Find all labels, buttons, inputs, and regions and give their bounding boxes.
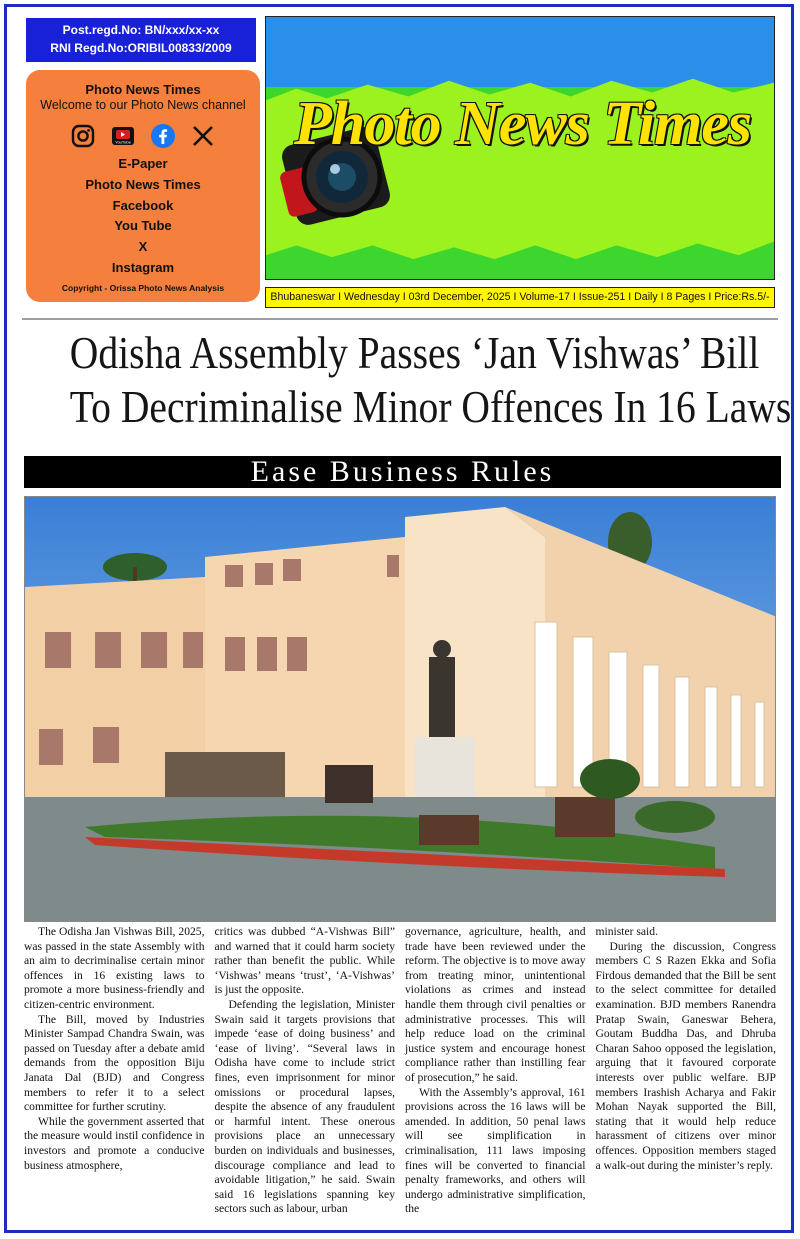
instagram-icon[interactable] xyxy=(70,123,96,149)
paragraph: minister said. xyxy=(595,925,658,938)
link-youtube[interactable]: You Tube xyxy=(114,218,172,234)
social-panel xyxy=(26,70,260,302)
paragraph: critics was dubbed “A-Vishwas Bill” and warned that it could harm society rather than benefit the public. While ‘Vishwas’ means ‘trust’, ‘A-Vishwas’ is just the opposite. xyxy=(214,925,395,997)
kicker-banner: Ease Business Rules xyxy=(24,456,781,488)
paragraph: Defending the legislation, Minister Swain said it targets provisions that impede ‘ease of doing business’ and ‘ease of living’. “Several laws in Odisha have come to include strict fines, even imprisonment for minor omissions or procedural lapses, despite the absence of any fraudulent or harmful intent. These onerous provisions place an unnecessary burden on individuals and businesses, discourage compliance and lead to avoidable litigation,” he said. Swain said 16 legislations spanning key sectors such as labour, urban xyxy=(214,997,395,1216)
post-regd-number: Post.regd.No: BN/xxx/xx-xx xyxy=(62,23,220,37)
assembly-photo xyxy=(24,496,776,922)
youtube-icon-label: YouTube xyxy=(115,139,131,145)
youtube-icon[interactable] xyxy=(110,123,136,149)
copyright-text: Copyright - Orissa Photo News Analysis xyxy=(61,282,225,293)
facebook-icon[interactable] xyxy=(150,123,176,149)
registration-box xyxy=(26,18,256,62)
social-icons xyxy=(26,122,260,150)
social-links xyxy=(26,154,260,279)
link-photo-news-times[interactable]: Photo News Times xyxy=(85,176,201,192)
x-icon[interactable] xyxy=(190,123,216,149)
article-column-2 xyxy=(215,925,396,1225)
dateline: Bhubaneswar I Wednesday I 03rd December, 2025 I Volume-17 I Issue-251 I Daily I 8 Pages I Price:Rs.5/- xyxy=(265,287,775,308)
paragraph: During the discussion, Congress members C S Razen Ekka and Sofia Firdous demanded that the Bill be sent to the select committee for detailed examination. BJD members Ranendra Pratap Swain, Ganeswar Behera, Goutam Buddha Das, and Dhruba Charan Sahoo opposed the legislation, arguing that it favoured corporate interests over public welfare. BJP members Irashish Acharya and Fakir Mohan Nayak supported the Bill, stating that it would help reduce harassment of citizens over minor offences. Opposition members staged a walk-out during the minister’s reply. xyxy=(595,939,776,1172)
paragraph: The Bill, moved by Industries Minister Sampad Chandra Swain, was passed on Tuesday after a debate amid demands from the opposition Biju Janata Dal (BJD) and Congress members to refer it to a select committee for further scrutiny. xyxy=(24,1012,205,1114)
paragraph: With the Assembly’s approval, 161 provisions across the 16 laws will be amended. In addition, 50 penal laws will see simplification in criminalisation, 111 laws imposing fines will be converted to financial penalty frameworks, and others will undergo administrative simplification, the xyxy=(405,1085,586,1216)
article-column-4 xyxy=(596,925,777,1225)
paragraph: While the government asserted that the measure would instil confidence in investors and promote a conducive business atmosphere, xyxy=(24,1114,205,1172)
paragraph: The Odisha Jan Vishwas Bill, 2025, was passed in the state Assembly with an aim to decriminalise certain minor offences in 16 existing laws to promote a more business-friendly and citizen-centric environment. xyxy=(24,925,205,1011)
link-facebook[interactable]: Facebook xyxy=(112,197,174,213)
paragraph: governance, agriculture, health, and trade have been reviewed under the reform. The objective is to move away from treating minor, unintentional violations as crimes and instead handle them through civil penalties or administrative processes. This will help reduce load on the criminal justice system and encourage honest compliance rather than instilling fear of prosecution,” he said. xyxy=(405,925,586,1084)
article-body xyxy=(24,925,776,1225)
headline-line-1: Odisha Assembly Passes ‘Jan Vishwas’ Bill xyxy=(69,327,760,378)
headline xyxy=(69,326,792,434)
link-epaper[interactable]: E-Paper xyxy=(118,156,168,171)
link-instagram[interactable]: Instagram xyxy=(111,259,175,275)
masthead-banner xyxy=(265,16,775,280)
article-column-1 xyxy=(24,925,205,1225)
link-x[interactable]: X xyxy=(138,239,148,255)
channel-name: Photo News Times xyxy=(85,82,201,97)
headline-line-2: To Decriminalise Minor Offences In 16 Laws xyxy=(69,381,792,432)
rni-regd-number: RNI Regd.No:ORIBIL00833/2009 xyxy=(50,41,232,55)
logo-title: Photo News Times xyxy=(294,90,752,158)
banner-sky xyxy=(266,17,774,87)
divider xyxy=(22,318,778,320)
welcome-text: Welcome to our Photo News channel xyxy=(40,98,246,112)
article-column-3 xyxy=(405,925,586,1225)
